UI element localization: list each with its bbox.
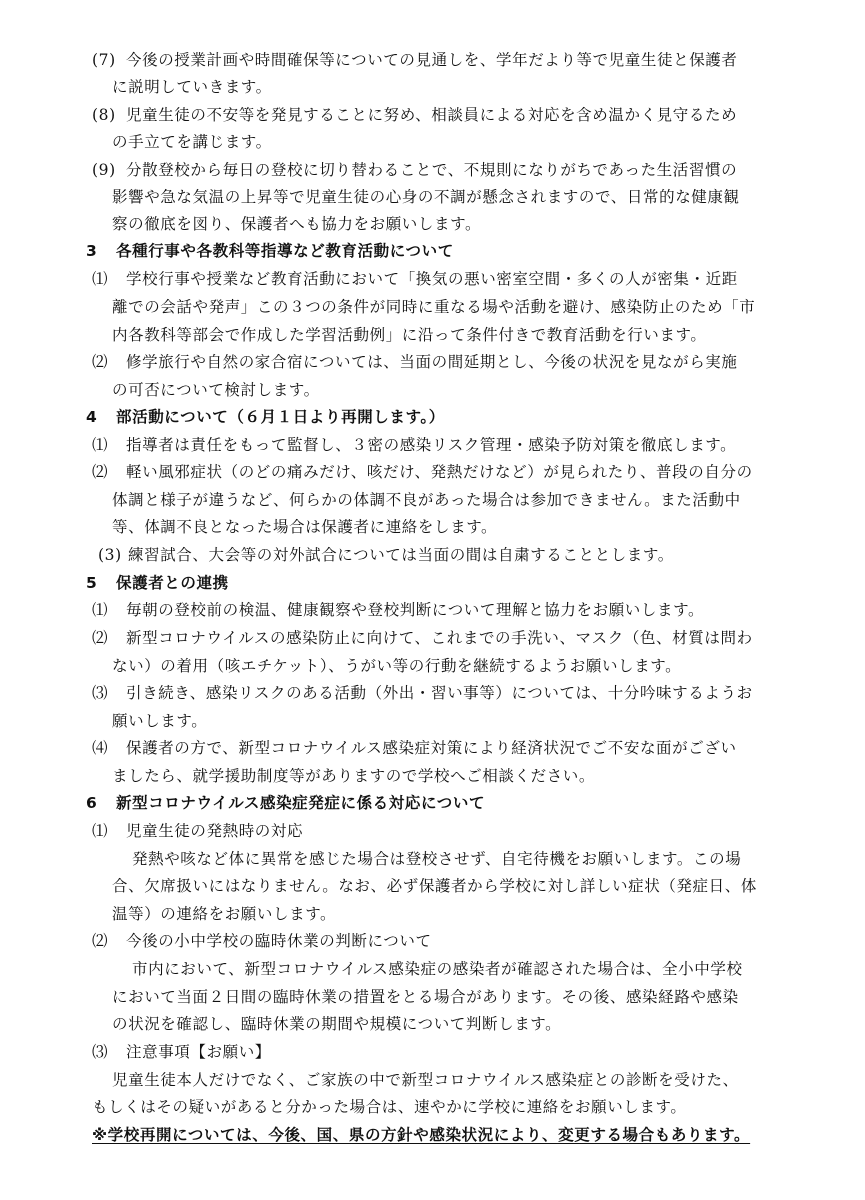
s5-item-1 [92, 600, 704, 620]
item-text: において当面２日間の臨時休業の措置をとる場合があります。その後、感染経路や感染 [112, 988, 739, 1006]
item-text: 内各教科等部会で作成した学習活動例」に沿って条件付きで教育活動を行います。 [112, 326, 707, 344]
section-6-heading [86, 793, 485, 813]
item-text: 体調と様子が違うなど、何らかの体調不良があった場合は参加できません。また活動中 [112, 491, 741, 509]
item-number: (8) [92, 106, 116, 124]
item-text: 察の徹底を図り、保護者へも協力をお願いします。 [112, 215, 482, 233]
s4-item-1 [92, 435, 736, 455]
s6-item-1-line-2 [112, 876, 757, 896]
item-number: (9) [92, 161, 116, 179]
item-text: 学校行事や授業など教育活動において「換気の悪い密室空間・多くの人が密集・近距 [126, 270, 738, 288]
item-text: 児童生徒本人だけでなく、ご家族の中で新型コロナウイルス感染症との診断を受けた、 [112, 1071, 739, 1089]
s5-item-3-line-1 [92, 683, 753, 703]
section-number: 3 [86, 242, 98, 260]
item-number: ⑴ [92, 822, 109, 840]
s3-item-2-line-1 [92, 352, 738, 372]
item-text: もしくはその疑いがあると分かった場合は、速やかに学校に連絡をお願いします。 [92, 1098, 687, 1116]
item-number: ⑵ [92, 463, 109, 481]
item-number: ⑶ [92, 684, 109, 702]
s6-item-3-line-2 [92, 1097, 686, 1117]
s6-item-2-line-1 [132, 959, 743, 979]
s6-item-2-heading [92, 931, 432, 951]
item-text: 毎朝の登校前の検温、健康観察や登校判断について理解と協力をお願いします。 [126, 601, 705, 619]
item-9-line-3 [112, 214, 481, 234]
item-text: 保護者の方で、新型コロナウイルス感染症対策により経済状況でご不安な面がござい [126, 739, 737, 757]
section-title: 保護者との連携 [116, 574, 229, 592]
s6-item-1-heading [92, 821, 303, 841]
section-number: 5 [86, 574, 98, 592]
item-9-line-2 [112, 187, 740, 207]
item-number: ⑷ [92, 739, 109, 757]
section-title: 新型コロナウイルス感染症発症に係る対応について [116, 794, 486, 812]
item-text: 児童生徒の不安等を発見することに努め、相談員による対応を含め温かく見守るため [126, 106, 738, 124]
item-text: 分散登校から毎日の登校に切り替わることで、不規則になりがちであった生活習慣の [126, 161, 738, 179]
section-5-heading [86, 573, 229, 593]
item-text: 市内において、新型コロナウイルス感染症の感染者が確認された場合は、全小中学校 [132, 960, 743, 978]
item-number: ⑵ [92, 932, 109, 950]
s6-item-2-line-3 [112, 1014, 561, 1034]
s3-item-1-line-3 [112, 325, 706, 345]
s6-item-3-line-1 [112, 1070, 739, 1090]
item-number: (7) [92, 51, 116, 69]
s6-item-3-heading [92, 1042, 271, 1062]
item-number: ⑴ [92, 270, 109, 288]
item-text: の手立てを講じます。 [112, 133, 272, 151]
item-text: 等、体調不良となった場合は保護者に連絡をします。 [112, 518, 498, 536]
item-text: 合、欠席扱いにはなりません。なお、必ず保護者から学校に対し詳しい症状（発症日、体 [112, 877, 757, 895]
s5-item-3-line-2 [112, 711, 207, 731]
item-text: 温等）の連絡をお願いします。 [112, 905, 337, 923]
item-8-line-2 [112, 132, 272, 152]
item-text: ましたら、就学援助制度等がありますので学校へご相談ください。 [112, 767, 596, 785]
s4-item-2-line-1 [92, 462, 753, 482]
s5-item-2-line-2 [112, 656, 681, 676]
item-7-line-1 [92, 50, 738, 70]
section-title: 各種行事や各教科等指導など教育活動について [116, 242, 454, 260]
section-number: 6 [86, 794, 98, 812]
section-3-heading [86, 241, 454, 261]
item-number: ⑴ [92, 601, 109, 619]
s4-item-2-line-3 [112, 517, 497, 537]
item-text: 離での会話や発声」この３つの条件が同時に重なる場や活動を避け、感染防止のため「市 [112, 298, 756, 316]
item-text: ない）の着用（咳エチケット）、うがい等の行動を継続するようお願いします。 [112, 657, 682, 675]
item-8-line-1 [92, 105, 737, 125]
item-text: 願いします。 [112, 712, 208, 730]
item-number: ⑶ [92, 1043, 109, 1061]
item-text: の可否について検討します。 [112, 381, 320, 399]
section-title: 部活動について（６月１日より再開します。） [116, 408, 445, 426]
item-text: 影響や急な気温の上昇等で児童生徒の心身の不調が懸念されますので、日常的な健康観 [112, 188, 740, 206]
item-text: 発熱や咳など体に異常を感じた場合は登校させず、自宅待機をお願いします。この場 [132, 850, 742, 868]
item-number: ⑵ [92, 629, 109, 647]
item-text: 練習試合、大会等の対外試合については当面の間は自粛することとします。 [128, 546, 674, 564]
s5-item-2-line-1 [92, 628, 753, 648]
item-text: 修学旅行や自然の家合宿については、当面の間延期とし、今後の状況を見ながら実施 [126, 353, 738, 371]
s4-item-3 [98, 545, 674, 565]
item-text: 引き続き、感染リスクのある活動（外出・習い事等）については、十分吟味するようお [126, 684, 753, 702]
item-text: 軽い風邪症状（のどの痛みだけ、咳だけ、発熱だけなど）が見られたり、普段の自分の [126, 463, 753, 481]
item-7-line-2 [112, 77, 272, 97]
s3-item-2-line-2 [112, 380, 320, 400]
s6-item-1-line-3 [112, 904, 336, 924]
notice-text: ※学校再開については、今後、国、県の方針や感染状況により、変更する場合もあります。 [92, 1126, 751, 1144]
item-number: ⑵ [92, 353, 109, 371]
s4-item-2-line-2 [112, 490, 741, 510]
s5-item-4-line-2 [112, 766, 595, 786]
s6-item-1-line-1 [132, 849, 741, 869]
section-number: 4 [86, 408, 98, 426]
closing-notice [92, 1125, 750, 1145]
s3-item-1-line-2 [112, 297, 755, 317]
s5-item-4-line-1 [92, 738, 737, 758]
item-text: の状況を確認し、臨時休業の期間や規模について判断します。 [112, 1015, 562, 1033]
item-text: 注意事項【お願い】 [126, 1043, 271, 1061]
s3-item-1-line-1 [92, 269, 738, 289]
section-4-heading [86, 407, 445, 427]
item-text: に説明していきます。 [112, 78, 272, 96]
item-number: ⑴ [92, 436, 109, 454]
item-text: 今後の小中学校の臨時休業の判断について [126, 932, 432, 950]
item-text: 今後の授業計画や時間確保等についての見通しを、学年だより等で児童生徒と保護者 [126, 51, 738, 69]
s6-item-2-line-2 [112, 987, 739, 1007]
item-9-line-1 [92, 160, 737, 180]
item-text: 新型コロナウイルスの感染防止に向けて、これまでの手洗い、マスク（色、材質は問わ [126, 629, 753, 647]
item-text: 児童生徒の発熱時の対応 [126, 822, 304, 840]
item-number: (3) [98, 546, 122, 564]
item-text: 指導者は責任をもって監督し、３密の感染リスク管理・感染予防対策を徹底します。 [126, 436, 737, 454]
